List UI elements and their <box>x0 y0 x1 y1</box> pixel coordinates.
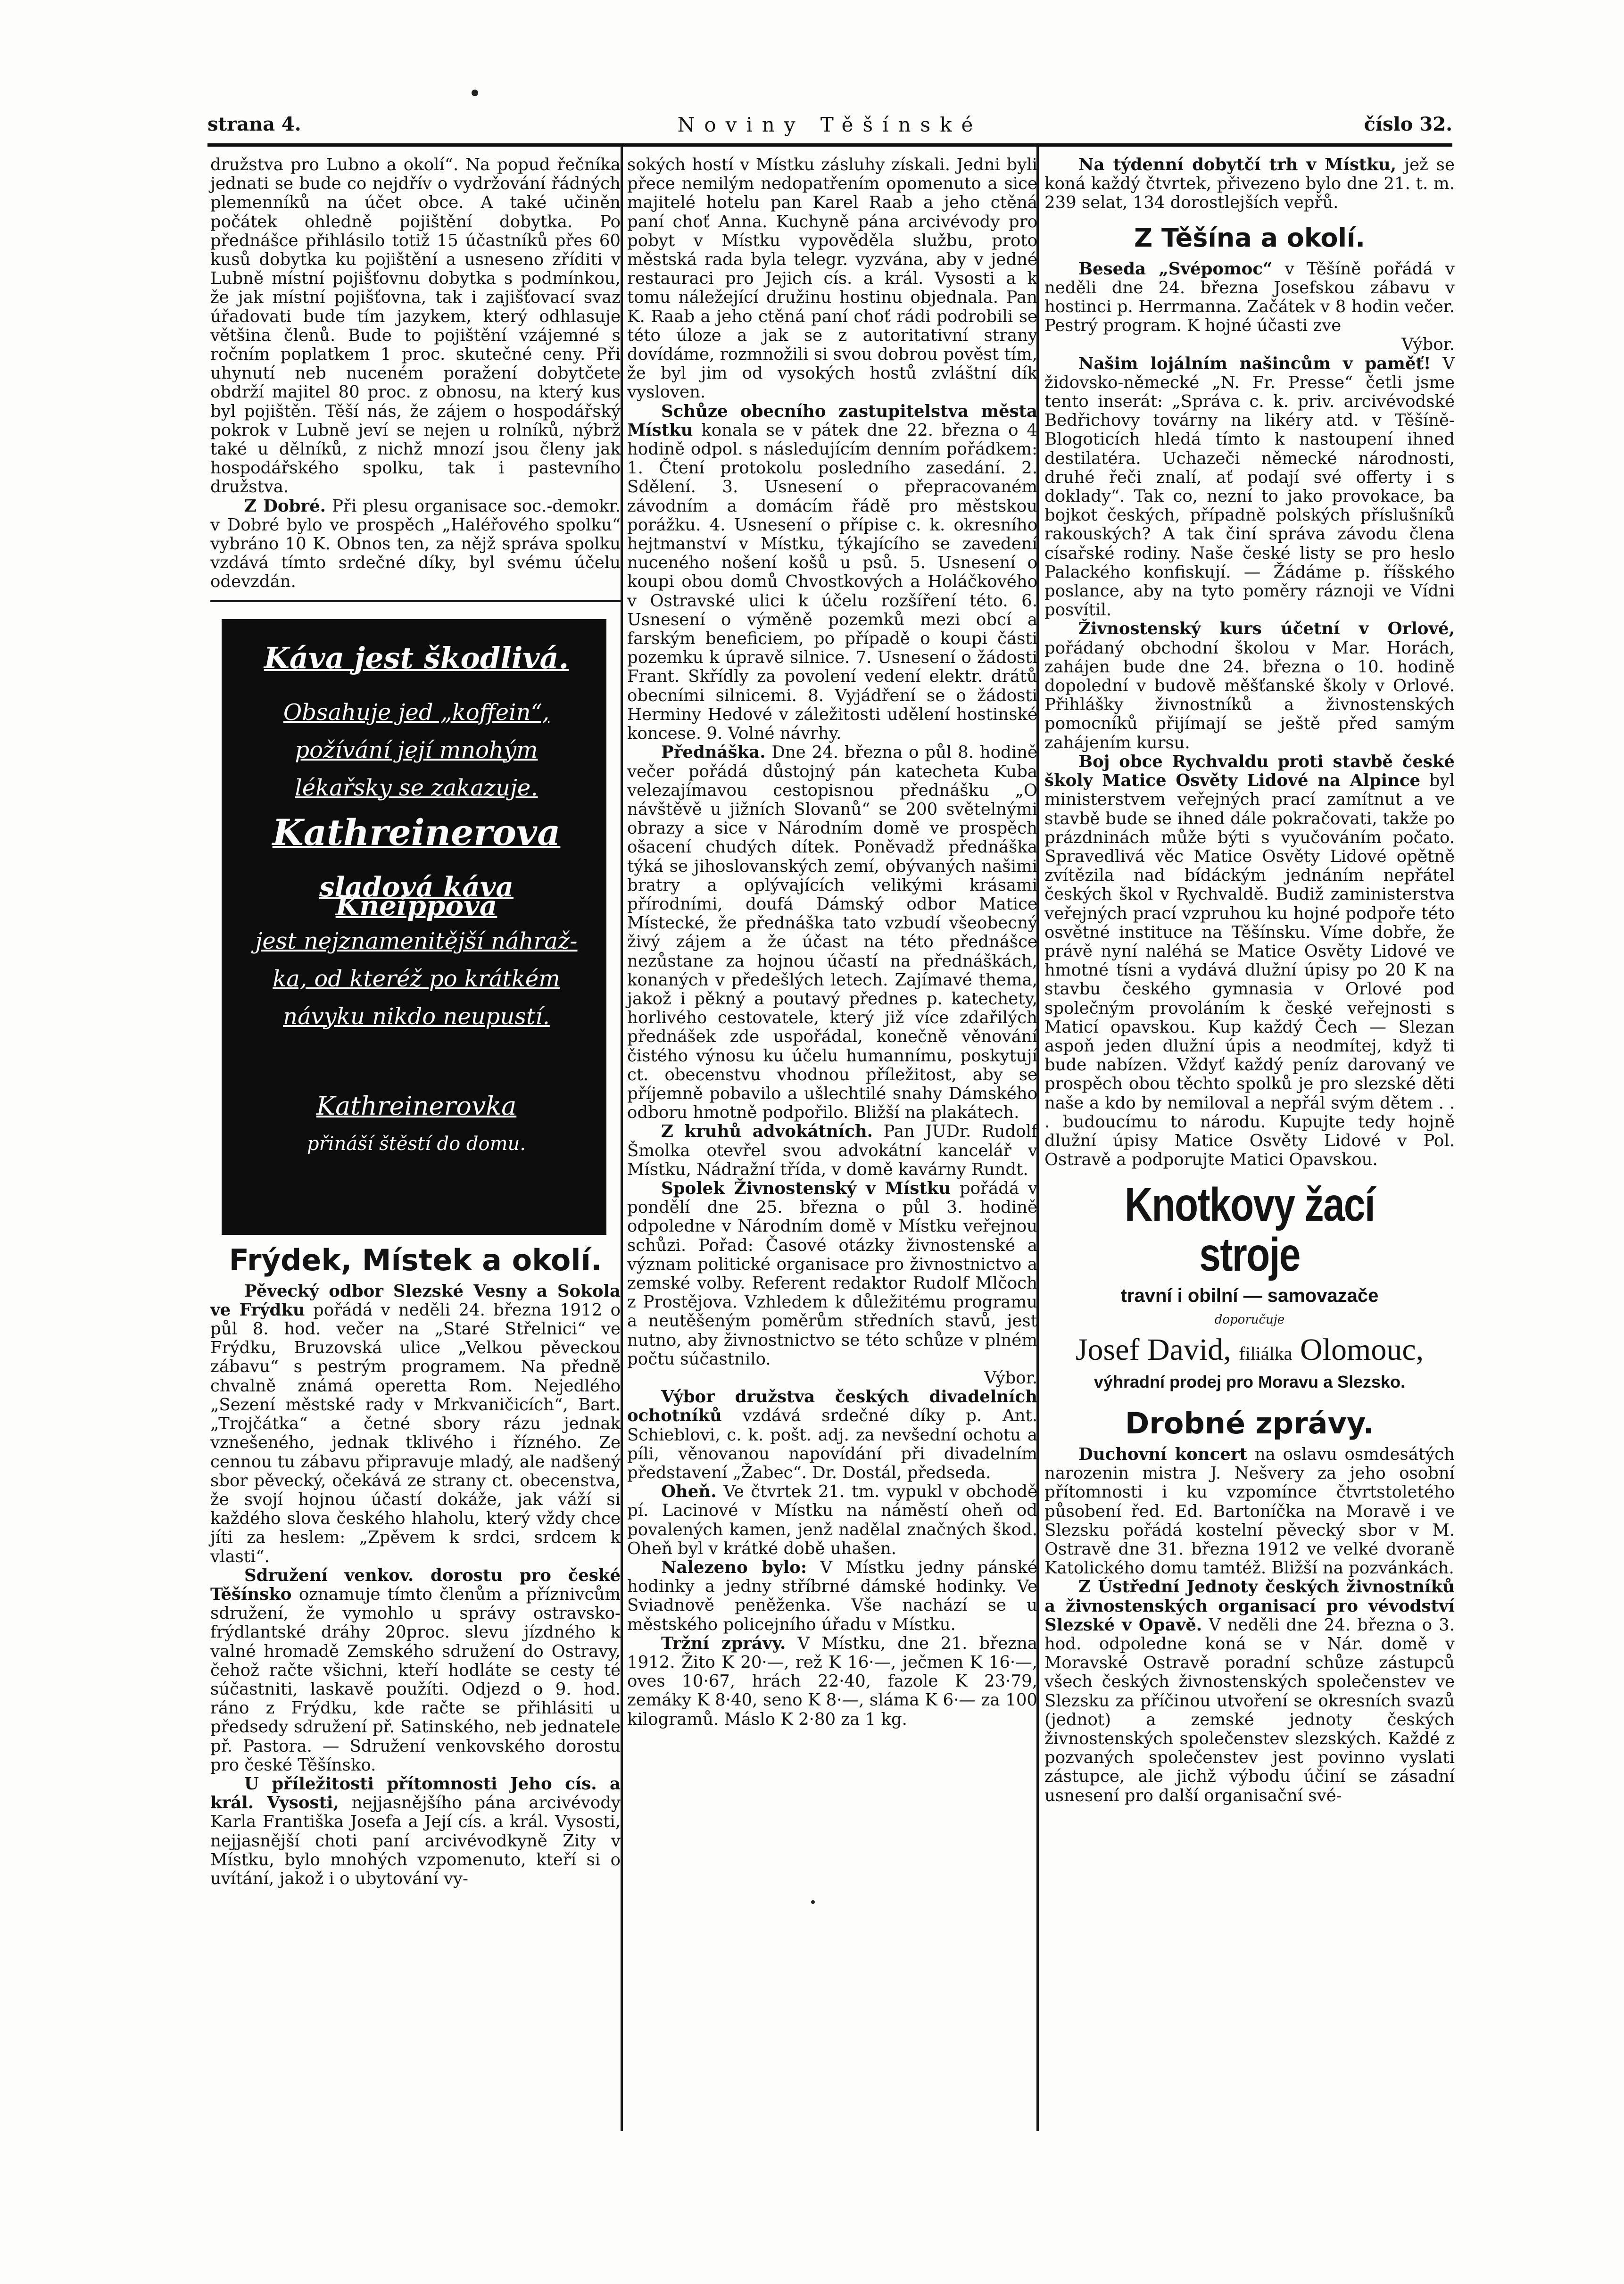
signature: Výbor. <box>1401 335 1455 355</box>
column-divider-1 <box>621 146 623 2131</box>
section-title-drobne: Drobné zprávy. <box>1125 1406 1375 1440</box>
article-body: vzdává srdečné díky p. Ant. Schieblovi, c. k. pošt. adj. za nevšední ochotu a píli, věnovanou napovídání při divadelním představení „Žabec“. Dr. Dostál, předseda. <box>627 1406 1037 1483</box>
article-arcivevoda-continued: sokých hostí v Místku zásluhy získali. Jedni byli přece nemilým nedopatřením opomenuto a sice majitelé hotelu pan Karel Raab a jeho ctěná paní choť Anna. Kuchyně pána arcivévody pro pobyt v Místku vypověděla službu, proto městská rada byla telegr. vyzvána, aby v jedné restauraci pro Jejich cís. a král. Vysosti a k tomu náležející družinu hostinu objednala. Pan K. Raab a jeho ctěná paní choť rádi podrobili se této úloze a jak se z autoritativní strany dovídáme, rozmnožili si svou dobrou pověst tím, že byl jim od vysokých hostů zvláštní dík vysloven. <box>627 155 1037 402</box>
article-heading: Sdružení venkov. dorostu pro české Těšínsko <box>210 1565 621 1604</box>
article-body: V Místku jedny pánské hodinky a jedny stříbrné dámské hodinky. Ve Sviadnově peněženka. Vše nachází se u městského policejního úřadu v Místku. <box>627 1558 1037 1634</box>
article-heading: Z Dobré. <box>244 496 326 516</box>
ad-brand: Kathreinerova <box>272 811 561 853</box>
article-lubno-continued: družstva pro Lubno a okolí“. Na popud řečníka jednati se bude co nejdřív o vydržování řádných plemenníků na účet obce. A také učiněn počátek ohledně pojištění dobytka. Po přednášce přihlásilo totiž 15 účastníků přes 60 kusů dobytka ku pojištění a usneseno zříditi v Lubně místní pojišťovnu dobytka s podmínkou, že jak místní pojišťovna, tak i zajišťovací svaz úřadovati bude tím jazykem, který odhlasuje většina členů. Bude to pojištění vzájemné s ročním poplatkem 1 proc. skutečné ceny. Při uhynutí neb nuceném poražení dobytčete obdrží majitel 80 proc. z obnosu, na který kus byl pojištěn. Těší nás, že zájem o hospodářský pokrok v Lubně jeví se nejen u rolníků, nýbrž také u dělníků, z nichž mnozí jsou členy jak hospodářského spolku, tak i pastevního družstva. <box>210 155 621 497</box>
article-z-dobre <box>210 497 621 592</box>
ad-signature: Kathreinerovka <box>316 1091 517 1121</box>
article-body: Dne 24. března o půl 8. hodině večer pořádá důstojný pán katecheta Kuba velezajímavou cestopisnou přednášku „O návštěvě u jižních Slovanů“ se 200 světelnými obrazy a sice v Národním domě ve prospěch ošacení chudých dítek. Poněvadž přednáška týká se jihoslovanských zemí, obývaných našimi bratry a oplývajících velikými krásami přírodními, doufá Dámský odbor Matice Místecké, že přednáška tato vzbudí všeobecný živý zájem a že účast na této přednášce nezůstane za hojnou účastí na přednáškách, konaných v předešlých letech. Zajímavé thema, jakož i pěkný a poutavý přednes p. katechety, horlivého cestovatele, který již více zdařilých přednášek zde uspořádal, konečně věnování čistého výnosu ku účelu humannímu, poskytují ct. obecenstvu vhodnou příležitost, aby se příjemně pobavilo a ušlechtilé snahy Dámského odboru hmotně podpořilo. Bližší na plakátech. <box>627 743 1037 1123</box>
article-heading: Z kruhů advokátních. <box>661 1122 873 1142</box>
ad-company-name: Josef David, <box>1075 1332 1231 1367</box>
page-number: strana 4. <box>207 113 301 135</box>
article-heading: Pěvecký odbor Slezské Vesny a Sokola ve Frýdku <box>210 1281 621 1320</box>
article-duchovni-koncert <box>1044 1445 1455 1578</box>
article-body: pořádaný obchodní školou v Mar. Horách, zahájen bude dne 24. března o 10. hodině dopolední v budově měšťanské školy v Orlové. Přihlášky živnostníků a živnostenských pomocníků přijímají se ještě před samým zahájením kursu. <box>1044 638 1455 753</box>
article-prednaska <box>627 743 1037 1122</box>
ad-footer: výhradní prodej pro Moravu a Slezsko. <box>1094 1372 1406 1391</box>
article-ustredni-jednota <box>1044 1578 1455 1805</box>
article-body: Ve čtvrtek 21. tm. vypukl v obchodě pí. Lacinové v Místku na náměstí oheň od povalených kamen, jenž nadělal značných škod. Oheň byl v krátké době uhašen. <box>627 1482 1037 1558</box>
article-dobytci-trh <box>1044 156 1455 213</box>
column-3 <box>1044 156 1455 1805</box>
ad-line: jest nejznamenitější náhraž- <box>255 927 578 954</box>
article-body: byl ministerstvem veřejných prací zamítnut a ve stavbě bude se ihned dále pokračovati, takže po prázdninách může býti s vyučováním počato. Spravedlivá věc Matice Osvěty Lidové opětně zvítězila nad bídáckým jednáním nepřátel českých škol v Rychvaldě. Budiž zaministerstva veřejných prací vzpruhou ku hojné podpoře této osvětné instituce na Těšínsku. Víme dobře, že právě nyní naléhá se Matice Osvěty Lidové ve hmotné tísni a vydává dlužní úpisy po 20 K na stavbu českého gymnasia v Orlové pod společným provoláním k české veřejnosti s Maticí opavskou. Kup každý Čech — Slezan aspoň jeden dlužní úpis a neodmítej, když ti bude nabízen. Vždyť každý peníz darovaný ve prospěch obou těchto spolků je pro slezské děti naše a kdo by nemiloval a nepřál svým dětem . . . budoucímu to národu. Kupujte tedy hojně dlužní úpisy Matice Osvěty Lidové v Pol. Ostravě a podporujte Matici Opavskou. <box>1044 771 1455 1170</box>
article-heading: Schůze obecního zastupitelstva města Místku <box>627 401 1037 440</box>
article-sdruzeni-dorostu <box>210 1566 621 1775</box>
article-body: Pan JUDr. Rudolf Šmolka otevřel svou advokátní kancelář v Místku, Nádražní třída, v domě kavárny Rundt. <box>627 1122 1038 1179</box>
article-heading: U příležitosti přítomnosti Jeho cís. a král. Vysosti, <box>210 1774 621 1813</box>
kathreiner-coffee-ad <box>222 619 606 1235</box>
ad-line: požívání její mnohým <box>295 737 538 763</box>
newspaper-title: Noviny Těšínské <box>677 113 983 136</box>
article-body: jež se koná každý čtvrtek, přivezeno bylo dne 21. t. m. 239 selat, 134 dorostlejších vepřů. <box>1044 155 1455 213</box>
article-heading: Živnostenský kurs účetní v Orlové, <box>1078 619 1455 639</box>
article-heading: Duchovní koncert <box>1078 1444 1247 1464</box>
section-title-tesin: Z Těšína a okolí. <box>1134 223 1365 253</box>
article-trzni-zpravy <box>627 1634 1037 1729</box>
article-advokatni <box>627 1122 1037 1179</box>
article-spolek-zivnostensky <box>627 1179 1037 1369</box>
article-body: V židovsko-německé „N. Fr. Presse“ četli jsme tento inserát: „Správa c. k. priv. arcivévodské Bedřichovy továrny na likéry atd. v Těšíně-Blogoticích hledá tímto k nastoupení ihned destilatéra. Uchazeči německé národnosti, druhé řeči znalí, ať podají své offerty i s doklady“. Tak co, nezní to jako provokace, ba bojkot českých, případně polských příslušníků rakouských? A tak činí správa závodu člena císařské rodiny. Naše české listy se pro heslo Palackého konfiskují. — Žádáme p. říšského poslance, aby na tyto poměry ráznoji ve Vídni posvítil. <box>1044 354 1455 620</box>
ad-line: Káva jest škodlivá. <box>264 640 569 675</box>
article-heading: Boj obce Rychvaldu proti stavbě české školy Matice Osvěty Lidové na Alpince <box>1044 752 1455 791</box>
ad-company-branch: filiálka <box>1239 1342 1293 1364</box>
separator-rule <box>210 600 621 602</box>
article-body: nejjasnějšího pána arcivévody Karla Františka Josefa a Její cís. a král. Vysosti, nejjasnější choti paní arcivévodkyně Zity v Místku, bylo mnohých vzpomenuto, kteří si o uvítání, jakož i o ubytování vy- <box>210 1793 621 1888</box>
article-ochotnici <box>627 1388 1037 1482</box>
article-nalezeno <box>627 1558 1037 1634</box>
article-heading: Našim lojálním našincům v paměť! <box>1078 354 1431 373</box>
scan-speck <box>472 90 478 96</box>
article-heading: Na týdenní dobytčí trh v Místku, <box>1078 155 1397 174</box>
article-ohen <box>627 1482 1037 1558</box>
article-body: v Těšíně pořádá v neděli dne 24. března Josefskou zábavu v hostinci p. Herrmanna. Začátek v 8 hodin večer. Pestrý program. K hojné účasti zve <box>1044 259 1455 336</box>
ad-line: lékařsky se zakazuje. <box>295 774 538 801</box>
column-2 <box>627 156 1037 1729</box>
article-body: na oslavu osmdesátých narozenin mistra J. Nešvery za jeho osobní přítomnosti i ku vzpomínce čtvrtstoletého působení řed. Ed. Bartoníčka na Moravě i ve Slezsku pořádá kostelní pěvecký sbor v M. Ostravě dne 31. března 1912 ve velké dvoraně Katolického domu tamtéž. Bližší na pozvánkách. <box>1044 1444 1455 1578</box>
page-header <box>207 113 1452 146</box>
article-arcivevoda <box>210 1775 621 1888</box>
section-title-frydek: Frýdek, Místek a okolí. <box>229 1242 602 1277</box>
article-body: V Místku, dne 21. března 1912. Žito K 20·—, rež K 16·—, ječmen K 16·—, oves 10·67, hrách 22·40, fazole K 23·79, zemáky K 8·40, seno K 8·—, sláma K 6·— za 100 kilogramů. Máslo K 2·80 za 1 kg. <box>627 1633 1037 1729</box>
scan-speck <box>811 1900 815 1904</box>
ad-line: návyku nikdo neupustí. <box>283 1003 550 1030</box>
article-heading: Spolek Živnostenský v Místku <box>661 1178 951 1198</box>
article-heading: Nalezeno bylo: <box>661 1558 807 1578</box>
issue-number: číslo 32. <box>1364 113 1452 135</box>
ad-line: přináší štěstí do domu. <box>307 1133 526 1155</box>
ad-company-city: Olomouc, <box>1300 1332 1424 1367</box>
article-body: Při plesu organisace soc.-demokr. v Dobré bylo ve prospěch „Haléřového spolku“ vybráno 10 K. Obnos ten, za nějž správa spolku vzdává tímto srdečné díky, byl svému účelu odevzdán. <box>210 496 621 592</box>
ad-small: doporučuje <box>1214 1312 1285 1327</box>
signature: Výbor. <box>984 1368 1037 1388</box>
knotek-mowers-ad <box>1044 1180 1455 1391</box>
article-heading: Výbor družstva českých divadelních ochotníků <box>627 1387 1037 1426</box>
article-body: konala se v pátek dne 22. března o 4 hodině odpol. s následujícím denním pořádkem: 1. Čtení protokolu posledního zasedání. 2. Sdělení. 3. Usnesení o přepracovaném závodním a domácím řádě pro městskou porážku. 4. Usnesení o přípise c. k. okresního hejtmanství v Místku, týkajícího se zavedení nuceného nošení košů u psů. 5. Usnesení o koupi obou domů Chvostkových a Holáčkového v Ostravské ulici k účelu rozšíření této. 6. Usnesení o výměně pozemků mezi obcí a farským beneficiem, po případě o koupi části pozemku k úpravě silnice. 7. Usnesení o žádosti Frant. Skřídly za povolení vedení elektr. drátů obecními silnicemi. 8. Vyjádření se o žádosti Herminy Hedové v záležitosti udělení hostinské koncese. 9. Volné návrhy. <box>627 420 1037 744</box>
article-heading: Tržní zprávy. <box>661 1633 786 1653</box>
article-body: oznamuje tímto členům a příznivcům sdružení, že vymohlo u správy ostravsko-frýdlantské dráhy 20proc. slevu jízdného k valné hromadě Zemského sdružení do Ostravy, čehož račte všichni, kteří hodláte se cesty té súčastniti, laskavě použíti. Odjezd o 9. hod. ráno z Frýdku, kde račte se přihlásiti u předsedy sdružení př. Satinského, neb jednatele př. Pastora. — Sdružení venkovského dorostu pro české Těšínsko. <box>210 1584 621 1775</box>
article-lojalnim-nasincum <box>1044 355 1455 620</box>
column-1 <box>210 156 621 1888</box>
article-heading: Beseda „Svépomoc“ <box>1078 259 1273 279</box>
article-pevecky-odbor <box>210 1282 621 1566</box>
ad-headline: Knotkovy žací stroje <box>1124 1178 1375 1282</box>
article-kurs-orlova <box>1044 620 1455 752</box>
article-boj-rychvaldu <box>1044 753 1455 1169</box>
article-heading: Z Ústřední Jednoty českých živnostníků a živnostenských organisací pro vévodství Slezské v Opavě. <box>1044 1577 1455 1635</box>
article-heading: Přednáška. <box>661 743 766 762</box>
ad-line: Obsahuje jed „koffein“, <box>283 699 550 726</box>
article-body: pořádá v neděli 24. března 1912 o půl 8. hod. večer na „Staré Střelnici“ ve Frýdku, Bruzovská ulice „Velkou pěveckou zábavu“ s pestrým programem. Na předně chvalně známá operetta Rom. Nejedlého „Sezení městské rady v Mrkvaničicích“, Bart. „Trojčátka“ a četné sbory rázu jednak vznešeného, jednak tklivého i řízného. Ze cennou tu zábavu připravuje mladý, ale nadšený sbor pěvecký, očekává ze strany ct. obecenstva, že svojí hojnou účastí dokáže, jak váží si každého slova českého hlaholu, který vždy chce jíti za heslem: „Zpěvem k srdci, srdcem k vlasti“. <box>210 1300 621 1566</box>
ad-company <box>1044 1331 1455 1373</box>
article-beseda <box>1044 260 1455 336</box>
article-obecni-zastupitelstvo <box>627 402 1037 744</box>
article-heading: Oheň. <box>661 1482 717 1502</box>
article-body: V neděli dne 24. března o 3. hod. odpoledne koná se v Nár. domě v Moravské Ostravě poradní schůze zástupců všech českých živnostenských společenstev ve Slezsku za příčinou utvoření se okresních svazů (jednot) a zemské jednoty českých živnostenských společenstev slezských. Každé z pozvaných společenstev jest povinno vyslati zástupce, ale jichž výbodu účiní se zásadní usnesení pro další organisační své- <box>1044 1615 1455 1805</box>
ad-subline: travní i obilní — samovazače <box>1120 1285 1379 1307</box>
article-body: pořádá v pondělí dne 25. března o půl 3. hodině odpoledne v Národním domě v Místku veřejnou schůzi. Pořad: Časové otázky živnostenské a význam politické organisace pro živnostnictvo a zemské volby. Referent redaktor Rudolf Mlčoch z Prostějova. Vzhledem k důležitému programu a neutěšeným poměrům středních stavů, jest nutno, aby živnostnictvo se této schůze v plném počtu súčastnilo. <box>627 1178 1038 1369</box>
ad-line: sladová káva Kneippova <box>319 870 514 922</box>
header-rule <box>207 143 1452 147</box>
ad-line: ka, od kteréž po krátkém <box>273 965 560 992</box>
